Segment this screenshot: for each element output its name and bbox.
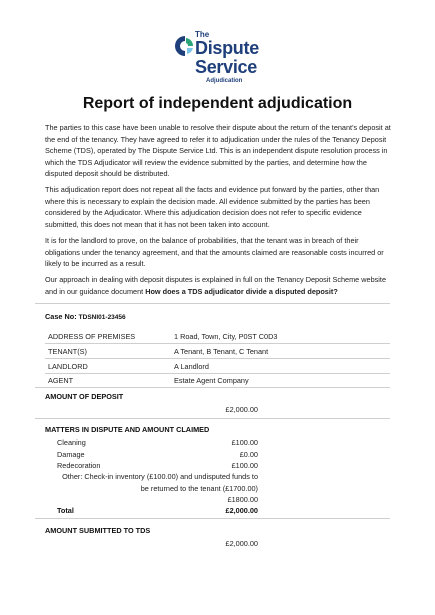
logo-text-adjudication: Adjudication — [206, 78, 243, 84]
cleaning-amount: £100.00 — [231, 438, 258, 447]
divider-line — [35, 518, 390, 519]
total-label: Total — [57, 506, 74, 515]
redecoration-label: Redecoration — [57, 461, 101, 470]
tenants-value: A Tenant, B Tenant, C Tenant — [174, 347, 269, 356]
address-label: ADDRESS OF PREMISES — [48, 332, 136, 341]
divider-line — [45, 373, 390, 374]
approach-text: Our approach in dealing with deposit disputes is explained in full on the Tenancy Deposit Scheme website and in our guidance document — [45, 275, 386, 296]
logo-text-dispute: Dispute — [195, 38, 259, 58]
submitted-amount: £2,000.00 — [225, 539, 258, 548]
evidence-paragraph: This adjudication report does not repeat all the facts and evidence put forward by the parties, other than where this is necessary to explain the decision made. All evidence submitted by the parties has been considered by the Adjudicator. Where this adjudication decision does not refer to specific evidence submitted, this does not mean that it has not been taken into account. — [45, 185, 380, 229]
divider-line — [35, 303, 390, 304]
divider-line — [45, 358, 390, 359]
landlord-value: A Landlord — [174, 362, 209, 371]
divider-line — [35, 387, 390, 388]
agent-label: AGENT — [48, 376, 74, 385]
submitted-heading: AMOUNT SUBMITTED TO TDS — [45, 526, 151, 535]
landlord-label: LANDLORD — [48, 362, 88, 371]
case-number-value: TDSNI01-23456 — [78, 314, 126, 321]
logo-mark-icon — [175, 34, 195, 58]
divider-line — [35, 418, 390, 419]
report-title: Report of independent adjudication — [82, 95, 353, 112]
other-claim-description — [33, 471, 258, 495]
case-number — [45, 312, 126, 321]
other-claim-line-1: Other: Check-in inventory (£100.00) and undisputed funds to — [62, 472, 258, 481]
dispute-heading: MATTERS IN DISPUTE AND AMOUNT CLAIMED — [45, 425, 210, 434]
logo-text-service: Service — [195, 57, 257, 77]
other-claim-line-2: be returned to the tenant (£1700.00) — [140, 484, 258, 493]
logo-text-the: The — [195, 30, 210, 39]
divider-line — [45, 343, 390, 344]
approach-paragraph — [45, 274, 395, 297]
deposit-heading: AMOUNT OF DEPOSIT — [45, 392, 124, 401]
tenants-label: TENANT(S) — [48, 347, 87, 356]
other-amount: £1800.00 — [227, 495, 258, 504]
guidance-document-title: How does a TDS adjudicator divide a disputed deposit? — [145, 286, 338, 296]
damage-label: Damage — [57, 450, 85, 459]
agent-value: Estate Agent Company — [174, 376, 249, 385]
burden-of-proof-paragraph: It is for the landlord to prove, on the balance of probabilities, that the tenant was in breach of their obligations under the tenancy agreement, and that the amounts claimed are reasonable costs incurred or likely to be incurred as a result. — [45, 236, 384, 268]
cleaning-label: Cleaning — [57, 438, 86, 447]
dispute-service-logo — [175, 28, 275, 90]
intro-paragraph: The parties to this case have been unable to resolve their dispute about the return of the tenant's deposit at the end of the tenancy. They have agreed to refer it to adjudication under the rules of the Tenancy Deposit Scheme (TDS), operated by The Dispute Service Ltd. This is an independent dispute resolution process in which the TDS Adjudicator will review the evidence submitted by the parties, and determine how the disputed deposit should be distributed. — [45, 123, 391, 178]
address-value: 1 Road, Town, City, P0ST C0D3 — [174, 332, 278, 341]
damage-amount: £0.00 — [239, 450, 258, 459]
deposit-amount: £2,000.00 — [225, 405, 258, 414]
redecoration-amount: £100.00 — [231, 461, 258, 470]
case-number-label: Case No: — [45, 312, 77, 321]
total-amount: £2,000.00 — [225, 506, 258, 515]
